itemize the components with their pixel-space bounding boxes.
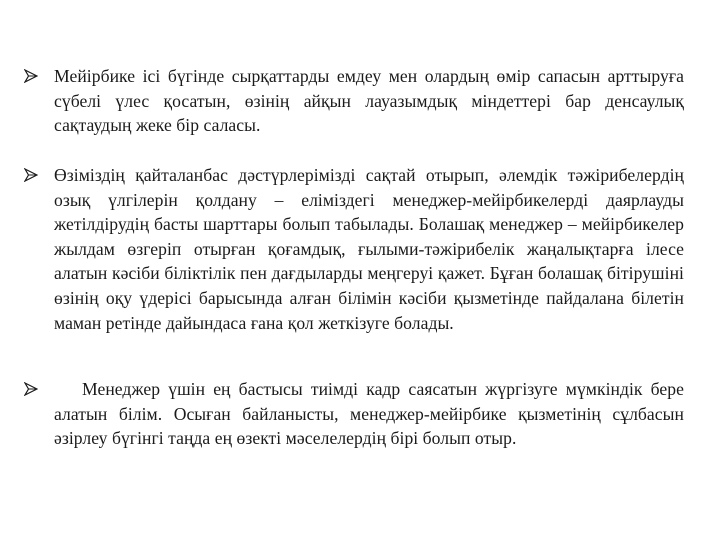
arrowhead-bullet-icon (24, 163, 54, 189)
arrowhead-bullet-icon (24, 377, 54, 403)
bullet-text-3: Менеджер үшін ең бастысы тиімді кадр саясатын жүргізуге мүмкіндік бере алатын білім. Осыған байланысты, менеджер-мейірбике қызметінің сұлбасын әзірлеу бүгінгі таңда ең өзекті мәселелердің бірі болып отыр. (54, 379, 684, 449)
arrowhead-bullet-icon (24, 64, 54, 90)
bullet-text-2: Өзіміздің қайталанбас дәстүрлерімізді сақтай отырып, әлемдік тәжірибелердің озық үлгілерін қолдану – еліміздегі менеджер-мейірбикелерді даярлауды жетілдірудің басты шарттары болып табылады. Болашақ менеджер – мейірбикелер жылдам өзгеріп отырған қоғамдық, ғылыми-тәжірибелік жаңалықтарға ілесе алатын кәсіби біліктілік пен дағдыларды меңгеруі қажет. Бұған болашақ бітірушіні өзінің оқу үдерісі барысында алған білімін кәсіби қызметінде пайдалана білетін маман ретінде дайындаса ғана қол жеткізуге болады. (54, 165, 684, 333)
bullet-item-1 (24, 64, 684, 138)
bullet-item-3 (24, 377, 684, 451)
bullet-text-1: Мейірбике ісі бүгінде сырқаттарды емдеу мен олардың өмір сапасын арттыруға сүбелі үлес қосатын, өзінің айқын лауазымдық міндеттері бар денсаулық сақтаудың жеке бір саласы. (54, 66, 684, 136)
bullet-item-2 (24, 163, 684, 335)
